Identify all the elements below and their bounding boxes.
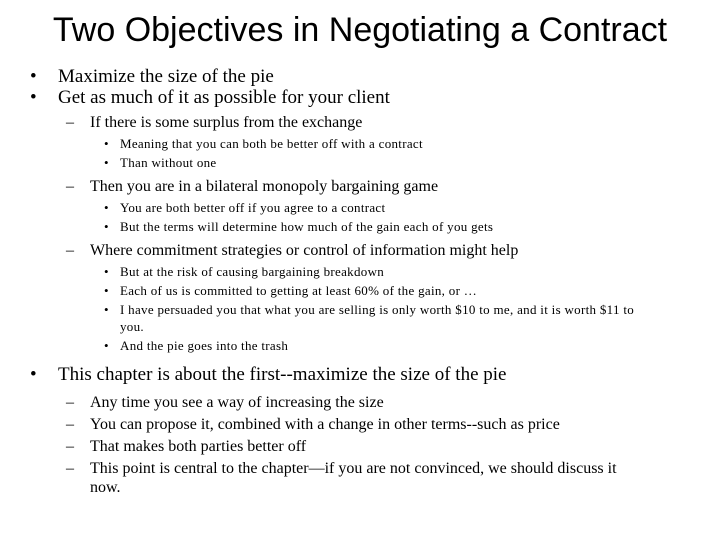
dash-marker: – [66, 438, 74, 455]
point-text: I have persuaded you that what you are selling is only worth $10 to me, and it is worth $11 to you. [120, 302, 635, 334]
bullet-marker: • [104, 219, 109, 234]
sub-bullet-surplus [0, 113, 720, 132]
sub-bullet-text: Where commitment strategies or control of information might help [90, 242, 519, 259]
point-pie-trash [0, 337, 720, 354]
sub-bullet-increase-size [0, 393, 720, 412]
point-persuaded-worth [0, 301, 720, 335]
dash-marker: – [66, 394, 74, 411]
dash-marker: – [66, 460, 74, 477]
bullet-marker: • [104, 283, 109, 298]
bullet-chapter-first [0, 364, 720, 385]
point-without-one [0, 154, 720, 171]
bullet-marker: • [104, 155, 109, 170]
bullet-get-share [0, 87, 720, 108]
point-text: Each of us is committed to getting at least 60% of the gain, or … [120, 283, 478, 298]
dash-marker: – [66, 416, 74, 433]
point-agree-contract [0, 199, 720, 216]
bullet-text: Maximize the size of the pie [58, 66, 274, 87]
dash-marker: – [66, 178, 74, 195]
slide-title: Two Objectives in Negotiating a Contract [52, 11, 668, 49]
point-text: Than without one [120, 155, 217, 170]
point-breakdown-risk [0, 263, 720, 280]
bullet-maximize-pie [0, 66, 720, 87]
sub-bullet-bilateral-monopoly [0, 177, 720, 196]
bullet-marker: • [104, 136, 109, 151]
sub-bullet-text: This point is central to the chapter—if you are not convinced, we should discuss it now. [90, 460, 617, 496]
bullet-text: Get as much of it as possible for your client [58, 87, 390, 108]
bullet-marker: • [104, 338, 109, 353]
sub-bullet-text: You can propose it, combined with a change in other terms--such as price [90, 416, 560, 433]
sub-bullet-propose-change [0, 415, 720, 434]
sub-bullet-text: That makes both parties better off [90, 438, 307, 455]
sub-bullet-discuss-now [0, 459, 720, 497]
sub-bullet-commitment [0, 241, 720, 260]
bullet-marker: • [104, 302, 109, 317]
bullet-marker: • [104, 200, 109, 215]
bullet-marker: • [30, 87, 37, 108]
point-terms-gain [0, 218, 720, 235]
bullet-marker: • [30, 66, 37, 87]
dash-marker: – [66, 242, 74, 259]
sub-bullet-text: Then you are in a bilateral monopoly bargaining game [90, 178, 439, 195]
point-text: Meaning that you can both be better off with a contract [120, 136, 423, 151]
slide-body [0, 66, 720, 497]
point-text: You are both better off if you agree to a contract [120, 200, 386, 215]
bullet-marker: • [30, 364, 37, 385]
point-text: And the pie goes into the trash [120, 338, 289, 353]
bullet-text: This chapter is about the first--maximize the size of the pie [58, 364, 507, 385]
sub-bullet-text: Any time you see a way of increasing the size [90, 394, 384, 411]
point-text: But at the risk of causing bargaining breakdown [120, 264, 385, 279]
point-both-better-off [0, 135, 720, 152]
dash-marker: – [66, 114, 74, 131]
sub-bullet-text: If there is some surplus from the exchange [90, 114, 363, 131]
point-committed-60 [0, 282, 720, 299]
sub-bullet-both-parties [0, 437, 720, 456]
bullet-marker: • [104, 264, 109, 279]
point-text: But the terms will determine how much of the gain each of you gets [120, 219, 494, 234]
